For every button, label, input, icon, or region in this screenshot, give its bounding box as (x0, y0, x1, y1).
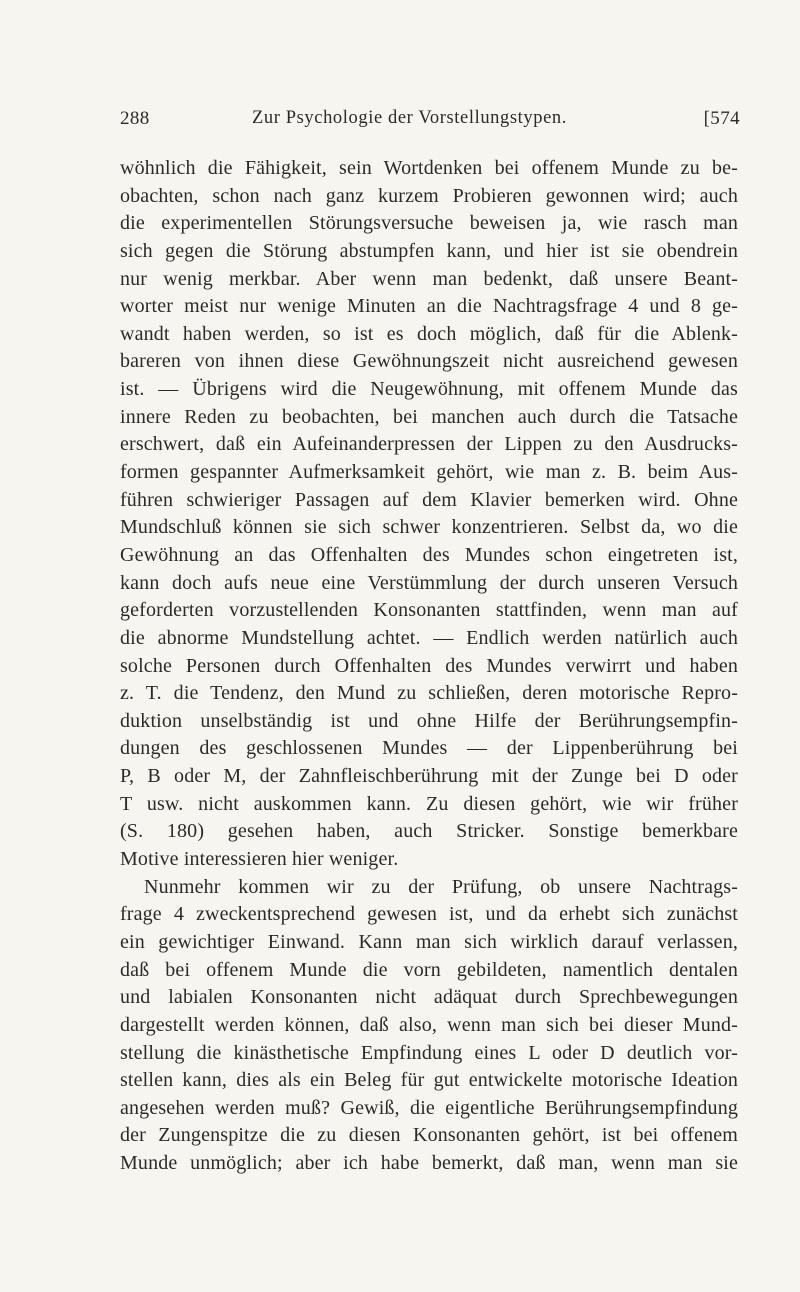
text-line: Mundschluß können sie sich schwer konzentrieren. Selbst da, wo die (120, 516, 738, 539)
text-line: P, B oder M, der Zahnfleischberührung mit der Zunge bei D oder (120, 765, 738, 788)
paragraph-end-line: Motive interessieren hier weniger. (120, 848, 399, 871)
text-line: nur wenig merkbar. Aber wenn man bedenkt, daß unsere Beant- (120, 267, 738, 290)
text-line: geforderten vorzustellenden Konsonanten stattfinden, wenn man auf (120, 599, 738, 622)
section-reference: [574 (703, 108, 740, 129)
text-line: der Zungenspitze die zu diesen Konsonanten gehört, ist bei offenem (120, 1124, 738, 1147)
page-header (120, 108, 740, 138)
text-line: erschwert, daß ein Aufeinanderpressen der Lippen zu den Ausdrucks- (120, 433, 738, 456)
text-line: innere Reden zu beobachten, bei manchen auch durch die Tatsache (120, 405, 738, 428)
text-line: obachten, schon nach ganz kurzem Probieren gewonnen wird; auch (120, 184, 738, 207)
text-line: (S. 180) gesehen haben, auch Stricker. Sonstige bemerkbare (120, 820, 738, 843)
text-line: wöhnlich die Fähigkeit, sein Wortdenken bei offenem Munde zu be- (120, 157, 738, 179)
text-line: wandt haben werden, so ist es doch möglich, daß für die Ablenk- (120, 322, 738, 345)
text-line: bareren von ihnen diese Gewöhnungszeit nicht ausreichend gewesen (120, 350, 738, 373)
text-line: Munde unmöglich; aber ich habe bemerkt, daß man, wenn man sie (120, 1152, 738, 1175)
text-line: führen schwieriger Passagen auf dem Klavier bemerken wird. Ohne (120, 488, 738, 511)
text-line: dungen des geschlossenen Mundes — der Lippenberührung bei (120, 737, 738, 760)
page-number: 288 (120, 108, 150, 129)
text-line: T usw. nicht auskommen kann. Zu diesen gehört, wie wir früher (120, 792, 738, 815)
text-line: stellen kann, dies als ein Beleg für gut entwickelte motorische Ideation (120, 1069, 738, 1092)
text-line: z. T. die Tendenz, den Mund zu schließen, deren motorische Repro- (120, 682, 738, 705)
text-line: solche Personen durch Offenhalten des Mundes verwirrt und haben (120, 654, 738, 677)
text-line: die experimentellen Störungsversuche beweisen ja, wie rasch man (120, 212, 738, 235)
text-line: Gewöhnung an das Offenhalten des Mundes schon eingetreten ist, (120, 543, 738, 566)
text-line: worter meist nur wenige Minuten an die Nachtragsfrage 4 und 8 ge- (120, 295, 738, 318)
paragraph-start-line: Nunmehr kommen wir zu der Prüfung, ob unsere Nachtrags- (144, 875, 738, 898)
text-line: ist. — Übrigens wird die Neugewöhnung, mit offenem Munde das (120, 378, 738, 401)
body-text (120, 155, 738, 1178)
text-line: die abnorme Mundstellung achtet. — Endlich werden natürlich auch (120, 626, 738, 649)
text-line: kann doch aufs neue eine Verstümmlung der durch unseren Versuch (120, 571, 738, 594)
text-line: sich gegen die Störung abstumpfen kann, und hier ist sie obendrein (120, 239, 738, 262)
text-line: stellung die kinästhetische Empfindung eines L oder D deutlich vor- (120, 1041, 738, 1064)
text-line: ein gewichtiger Einwand. Kann man sich wirklich darauf verlassen, (120, 930, 738, 953)
text-line: formen gespannter Aufmerksamkeit gehört, wie man z. B. beim Aus- (120, 461, 738, 484)
text-line: daß bei offenem Munde die vorn gebildeten, namentlich dentalen (120, 958, 738, 981)
running-title: Zur Psychologie der Vorstellungstypen. (252, 108, 568, 128)
text-line: angesehen werden muß? Gewiß, die eigentliche Berührungsempfindung (120, 1096, 738, 1119)
text-line: und labialen Konsonanten nicht adäquat durch Sprechbewegungen (120, 986, 738, 1009)
text-line: duktion unselbständig ist und ohne Hilfe der Berührungsempfin- (120, 709, 738, 732)
text-line: frage 4 zweckentsprechend gewesen ist, und da erhebt sich zunächst (120, 903, 738, 926)
text-line: dargestellt werden können, daß also, wenn man sich bei dieser Mund- (120, 1013, 738, 1036)
